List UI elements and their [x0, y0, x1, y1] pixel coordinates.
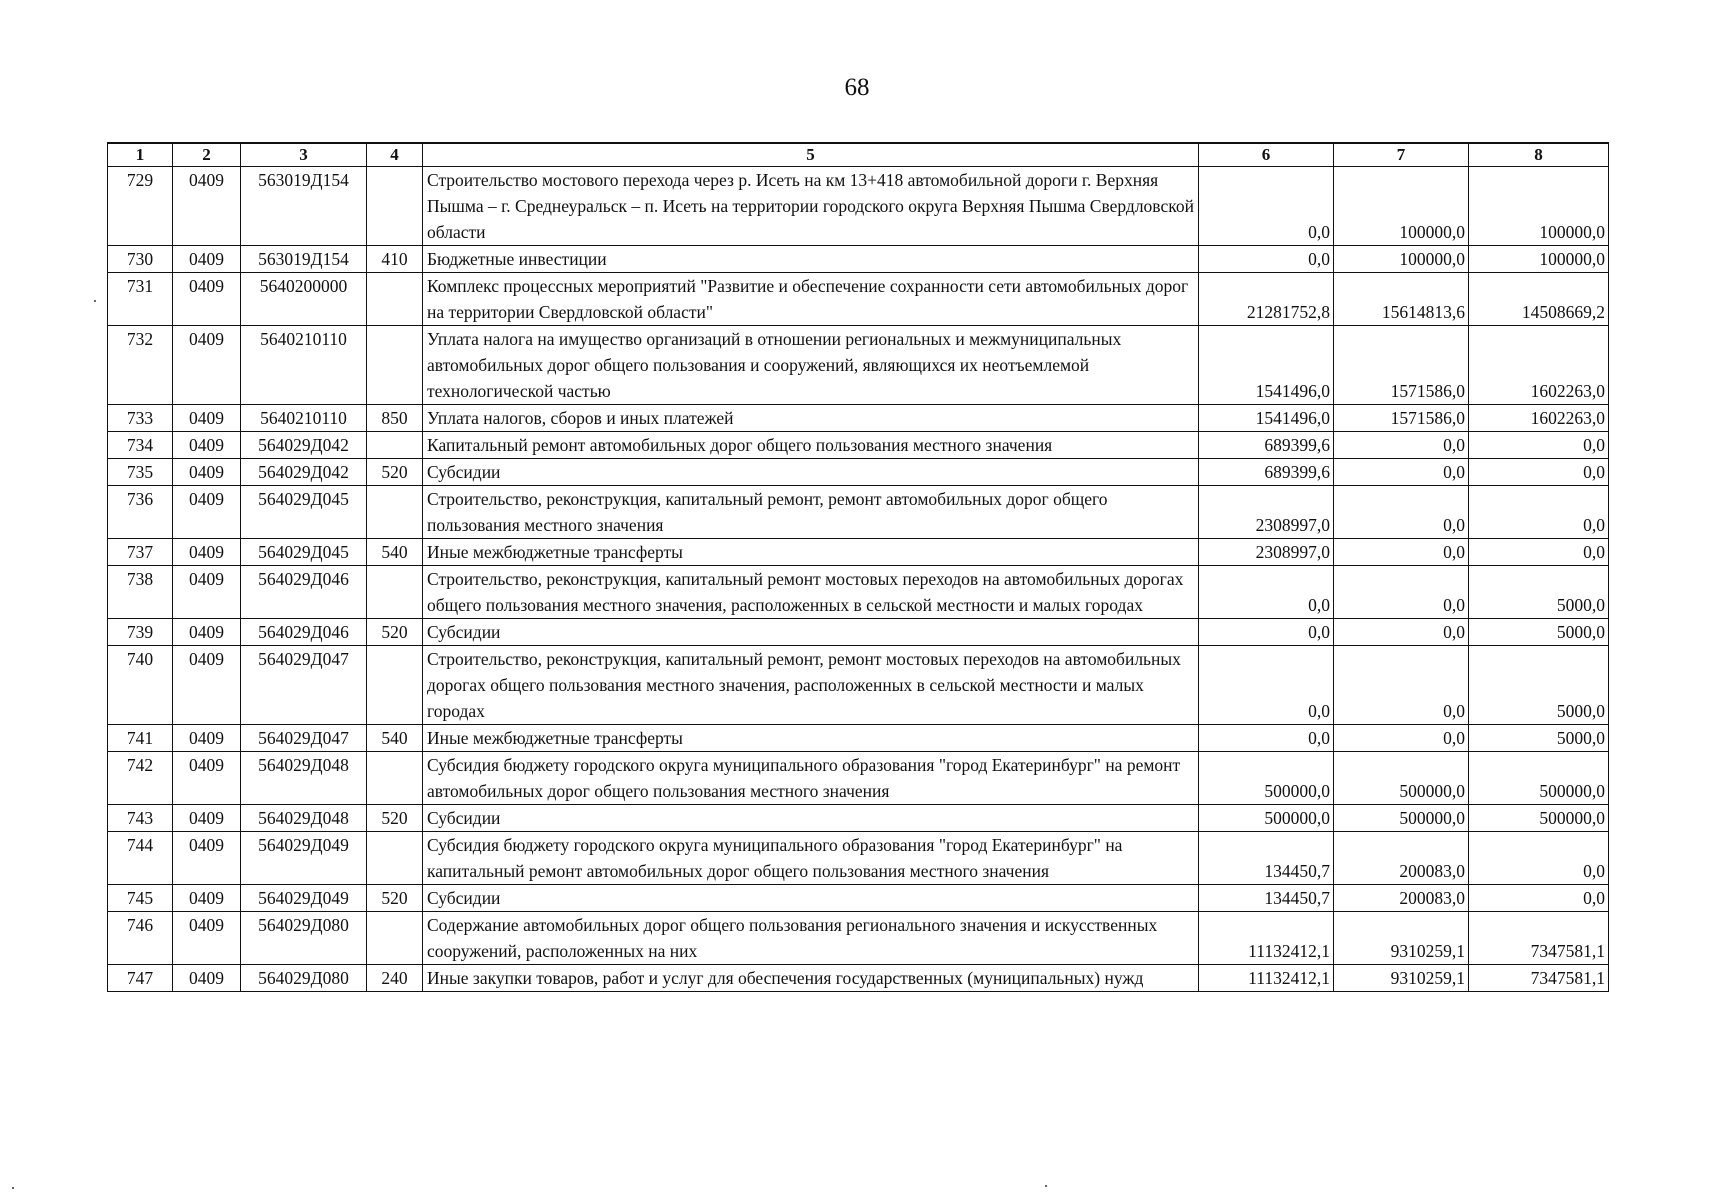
- section-code: 0409: [173, 273, 241, 326]
- section-code: 0409: [173, 432, 241, 459]
- amount-col-8: 500000,0: [1469, 752, 1609, 805]
- section-code: 0409: [173, 805, 241, 832]
- row-number: 735: [108, 459, 173, 486]
- expense-type-code: 520: [367, 885, 423, 912]
- amount-col-6: 0,0: [1199, 246, 1334, 273]
- amount-col-8: 5000,0: [1469, 646, 1609, 725]
- row-description: Содержание автомобильных дорог общего пользования регионального значения и искусственных сооружений, расположенных на них: [423, 912, 1199, 965]
- row-description: Капитальный ремонт автомобильных дорог общего пользования местного значения: [423, 432, 1199, 459]
- row-description: Иные межбюджетные трансферты: [423, 539, 1199, 566]
- amount-col-8: 0,0: [1469, 486, 1609, 539]
- row-number: 747: [108, 965, 173, 992]
- table-row: [108, 432, 1609, 459]
- section-code: 0409: [173, 725, 241, 752]
- target-article-code: 564029Д049: [241, 832, 367, 885]
- table-row: [108, 832, 1609, 885]
- target-article-code: 564029Д046: [241, 619, 367, 646]
- table-row: [108, 885, 1609, 912]
- section-code: 0409: [173, 832, 241, 885]
- row-description: Комплекс процессных мероприятий "Развитие и обеспечение сохранности сети автомобильных дорог на территории Свердловской области": [423, 273, 1199, 326]
- amount-col-8: 0,0: [1469, 832, 1609, 885]
- row-description: Субсидии: [423, 805, 1199, 832]
- amount-col-7: 1571586,0: [1334, 326, 1469, 405]
- amount-col-6: 0,0: [1199, 646, 1334, 725]
- page-number: 68: [844, 74, 870, 101]
- target-article-code: 564029Д080: [241, 965, 367, 992]
- row-description: Иные закупки товаров, работ и услуг для обеспечения государственных (муниципальных) нужд: [423, 965, 1199, 992]
- expense-type-code: [367, 486, 423, 539]
- target-article-code: 564029Д080: [241, 912, 367, 965]
- target-article-code: 563019Д154: [241, 167, 367, 246]
- budget-table: [107, 142, 1609, 992]
- table-row: [108, 805, 1609, 832]
- amount-col-7: 0,0: [1334, 566, 1469, 619]
- section-code: 0409: [173, 486, 241, 539]
- row-number: 731: [108, 273, 173, 326]
- row-description: Субсидии: [423, 619, 1199, 646]
- amount-col-6: 134450,7: [1199, 832, 1334, 885]
- expense-type-code: 520: [367, 459, 423, 486]
- expense-type-code: [367, 326, 423, 405]
- table-row: [108, 646, 1609, 725]
- expense-type-code: 850: [367, 405, 423, 432]
- amount-col-8: 7347581,1: [1469, 912, 1609, 965]
- table-row: [108, 619, 1609, 646]
- amount-col-7: 100000,0: [1334, 167, 1469, 246]
- section-code: 0409: [173, 326, 241, 405]
- target-article-code: 564029Д045: [241, 486, 367, 539]
- row-number: 733: [108, 405, 173, 432]
- row-number: 746: [108, 912, 173, 965]
- target-article-code: 564029Д042: [241, 459, 367, 486]
- table-row: [108, 326, 1609, 405]
- amount-col-8: 0,0: [1469, 539, 1609, 566]
- target-article-code: 564029Д046: [241, 566, 367, 619]
- target-article-code: 564029Д042: [241, 432, 367, 459]
- table-row: [108, 273, 1609, 326]
- row-description: Иные межбюджетные трансферты: [423, 725, 1199, 752]
- row-description: Строительство, реконструкция, капитальный ремонт, ремонт автомобильных дорог общего пользования местного значения: [423, 486, 1199, 539]
- expense-type-code: 520: [367, 805, 423, 832]
- amount-col-8: 100000,0: [1469, 246, 1609, 273]
- expense-type-code: [367, 273, 423, 326]
- amount-col-6: 500000,0: [1199, 752, 1334, 805]
- expense-type-code: [367, 566, 423, 619]
- scan-speck: [1045, 1185, 1047, 1187]
- table-row: [108, 459, 1609, 486]
- amount-col-6: 21281752,8: [1199, 273, 1334, 326]
- column-header: 4: [367, 143, 423, 167]
- row-description: Субсидии: [423, 459, 1199, 486]
- row-number: 742: [108, 752, 173, 805]
- target-article-code: 564029Д048: [241, 752, 367, 805]
- amount-col-7: 0,0: [1334, 539, 1469, 566]
- amount-col-8: 0,0: [1469, 885, 1609, 912]
- row-description: Бюджетные инвестиции: [423, 246, 1199, 273]
- row-description: Субсидия бюджету городского округа муниципального образования "город Екатеринбург" на ремонт автомобильных дорог общего пользования местного значения: [423, 752, 1199, 805]
- amount-col-6: 689399,6: [1199, 459, 1334, 486]
- section-code: 0409: [173, 619, 241, 646]
- row-number: 730: [108, 246, 173, 273]
- amount-col-8: 1602263,0: [1469, 405, 1609, 432]
- target-article-code: 5640200000: [241, 273, 367, 326]
- expense-type-code: [367, 752, 423, 805]
- amount-col-6: 11132412,1: [1199, 912, 1334, 965]
- expense-type-code: [367, 832, 423, 885]
- table-row: [108, 167, 1609, 246]
- column-header: 6: [1199, 143, 1334, 167]
- amount-col-7: 500000,0: [1334, 752, 1469, 805]
- row-description: Строительство, реконструкция, капитальный ремонт, ремонт мостовых переходов на автомобильных дорогах общего пользования местного значения, расположенных в сельской местности и малых городах: [423, 646, 1199, 725]
- amount-col-6: 2308997,0: [1199, 486, 1334, 539]
- amount-col-8: 500000,0: [1469, 805, 1609, 832]
- row-description: Строительство мостового перехода через р. Исеть на км 13+418 автомобильной дороги г. Верхняя Пышма – г. Среднеуральск – п. Исеть на территории городского округа Верхняя Пышма Свердловской области: [423, 167, 1199, 246]
- section-code: 0409: [173, 167, 241, 246]
- target-article-code: 564029Д047: [241, 646, 367, 725]
- amount-col-6: 0,0: [1199, 725, 1334, 752]
- amount-col-7: 1571586,0: [1334, 405, 1469, 432]
- target-article-code: 5640210110: [241, 326, 367, 405]
- row-number: 732: [108, 326, 173, 405]
- section-code: 0409: [173, 246, 241, 273]
- column-header: 1: [108, 143, 173, 167]
- column-header: 8: [1469, 143, 1609, 167]
- expense-type-code: 520: [367, 619, 423, 646]
- row-number: 736: [108, 486, 173, 539]
- scan-speck: [12, 1187, 14, 1189]
- amount-col-7: 0,0: [1334, 486, 1469, 539]
- table-row: [108, 566, 1609, 619]
- amount-col-7: 200083,0: [1334, 885, 1469, 912]
- amount-col-7: 9310259,1: [1334, 912, 1469, 965]
- row-number: 741: [108, 725, 173, 752]
- amount-col-6: 134450,7: [1199, 885, 1334, 912]
- amount-col-6: 0,0: [1199, 167, 1334, 246]
- expense-type-code: 540: [367, 539, 423, 566]
- table-row: [108, 752, 1609, 805]
- section-code: 0409: [173, 566, 241, 619]
- section-code: 0409: [173, 405, 241, 432]
- amount-col-7: 9310259,1: [1334, 965, 1469, 992]
- section-code: 0409: [173, 459, 241, 486]
- table-row: [108, 912, 1609, 965]
- expense-type-code: [367, 432, 423, 459]
- section-code: 0409: [173, 965, 241, 992]
- amount-col-6: 0,0: [1199, 619, 1334, 646]
- table-row: [108, 539, 1609, 566]
- amount-col-8: 0,0: [1469, 459, 1609, 486]
- target-article-code: 5640210110: [241, 405, 367, 432]
- amount-col-8: 5000,0: [1469, 566, 1609, 619]
- amount-col-8: 5000,0: [1469, 725, 1609, 752]
- expense-type-code: [367, 167, 423, 246]
- row-number: 743: [108, 805, 173, 832]
- amount-col-7: 0,0: [1334, 459, 1469, 486]
- amount-col-8: 0,0: [1469, 432, 1609, 459]
- row-description: Уплата налога на имущество организаций в отношении региональных и межмуниципальных автомобильных дорог общего пользования и сооружений, являющихся их неотъемлемой технологической частью: [423, 326, 1199, 405]
- amount-col-7: 100000,0: [1334, 246, 1469, 273]
- section-code: 0409: [173, 752, 241, 805]
- table-row: [108, 405, 1609, 432]
- row-number: 734: [108, 432, 173, 459]
- amount-col-7: 15614813,6: [1334, 273, 1469, 326]
- column-header: 5: [423, 143, 1199, 167]
- row-number: 739: [108, 619, 173, 646]
- amount-col-7: 500000,0: [1334, 805, 1469, 832]
- amount-col-6: 1541496,0: [1199, 405, 1334, 432]
- row-number: 737: [108, 539, 173, 566]
- table-body: [108, 167, 1609, 992]
- section-code: 0409: [173, 539, 241, 566]
- table-row: [108, 486, 1609, 539]
- target-article-code: 564029Д049: [241, 885, 367, 912]
- expense-type-code: 240: [367, 965, 423, 992]
- amount-col-7: 200083,0: [1334, 832, 1469, 885]
- section-code: 0409: [173, 885, 241, 912]
- section-code: 0409: [173, 912, 241, 965]
- row-number: 740: [108, 646, 173, 725]
- amount-col-6: 1541496,0: [1199, 326, 1334, 405]
- expense-type-code: [367, 912, 423, 965]
- amount-col-6: 0,0: [1199, 566, 1334, 619]
- amount-col-7: 0,0: [1334, 725, 1469, 752]
- amount-col-8: 5000,0: [1469, 619, 1609, 646]
- amount-col-6: 689399,6: [1199, 432, 1334, 459]
- row-number: 738: [108, 566, 173, 619]
- target-article-code: 564029Д045: [241, 539, 367, 566]
- amount-col-6: 11132412,1: [1199, 965, 1334, 992]
- row-number: 744: [108, 832, 173, 885]
- amount-col-7: 0,0: [1334, 619, 1469, 646]
- scan-speck: [94, 300, 96, 302]
- row-description: Строительство, реконструкция, капитальный ремонт мостовых переходов на автомобильных дорогах общего пользования местного значения, расположенных в сельской местности и малых городах: [423, 566, 1199, 619]
- row-number: 745: [108, 885, 173, 912]
- column-header: 3: [241, 143, 367, 167]
- column-header: 2: [173, 143, 241, 167]
- column-header: 7: [1334, 143, 1469, 167]
- expense-type-code: 410: [367, 246, 423, 273]
- table-row: [108, 965, 1609, 992]
- row-description: Субсидии: [423, 885, 1199, 912]
- table-row: [108, 725, 1609, 752]
- amount-col-8: 100000,0: [1469, 167, 1609, 246]
- row-description: Субсидия бюджету городского округа муниципального образования "город Екатеринбург" на капитальный ремонт автомобильных дорог общего пользования местного значения: [423, 832, 1199, 885]
- target-article-code: 564029Д047: [241, 725, 367, 752]
- amount-col-7: 0,0: [1334, 646, 1469, 725]
- target-article-code: 564029Д048: [241, 805, 367, 832]
- amount-col-8: 1602263,0: [1469, 326, 1609, 405]
- table-row: [108, 246, 1609, 273]
- section-code: 0409: [173, 646, 241, 725]
- target-article-code: 563019Д154: [241, 246, 367, 273]
- expense-type-code: [367, 646, 423, 725]
- amount-col-6: 2308997,0: [1199, 539, 1334, 566]
- amount-col-8: 14508669,2: [1469, 273, 1609, 326]
- amount-col-8: 7347581,1: [1469, 965, 1609, 992]
- amount-col-7: 0,0: [1334, 432, 1469, 459]
- row-number: 729: [108, 167, 173, 246]
- expense-type-code: 540: [367, 725, 423, 752]
- amount-col-6: 500000,0: [1199, 805, 1334, 832]
- header-row: [108, 143, 1609, 167]
- row-description: Уплата налогов, сборов и иных платежей: [423, 405, 1199, 432]
